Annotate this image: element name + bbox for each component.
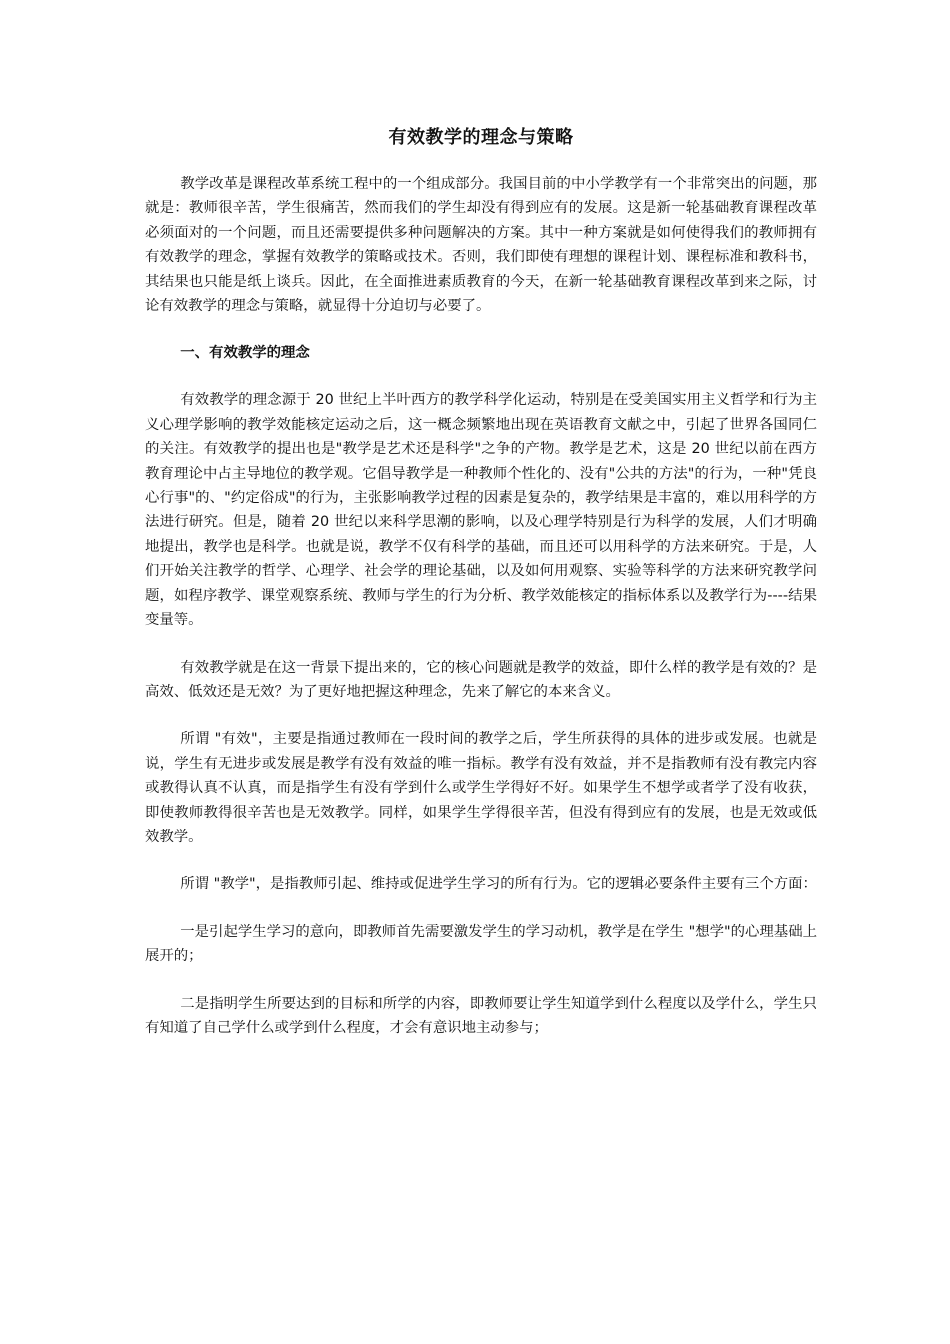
body-paragraph: 有效教学的理念源于 20 世纪上半叶西方的教学科学化运动，特别是在受美国实用主义哲学和行为主义心理学影响的教学效能核定运动之后，这一概念频繁地出现在英语教育文献之中，引起了世界各国同仁的关注。有效教学的提出也是"教学是艺术还是科学"之争的产物。教学是艺术，这是 20 世纪以前在西方教育理论中占主导地位的教学观。它倡导教学是一种教师个性化的、没有"公共的方法"的行为，一种"凭良心行事"的、"约定俗成"的行为，主张影响教学过程的因素是复杂的，教学结果是丰富的，难以用科学的方法进行研究。但是，随着 20 世纪以来科学思潮的影响，以及心理学特别是行为科学的发展，人们才明确地提出，教学也是科学。也就是说，教学不仅有科学的基础，而且还可以用科学的方法来研究。于是，人们开始关注教学的哲学、心理学、社会学的理论基础，以及如何用观察、实验等科学的方法来研究教学问题，如程序教学、课堂观察系统、教师与学生的行为分析、教学效能核定的指标体系以及教学行为----结果变量等。 <box>145 392 817 629</box>
body-paragraph: 所谓 "有效"，主要是指通过教师在一段时间的教学之后，学生所获得的具体的进步或发展。也就是说，学生有无进步或发展是教学有没有效益的唯一指标。教学有没有效益，并不是指教师有没有教完内容或教得认真不认真，而是指学生有没有学到什么或学生学得好不好。如果学生不想学或者学了没有收获，即使教师教得很辛苦也是无效教学。同样，如果学生学得很辛苦，但没有得到应有的发展，也是无效或低效教学。 <box>145 731 817 845</box>
document-page <box>145 120 817 1063</box>
body-paragraph: 所谓 "教学"，是指教师引起、维持或促进学生学习的所有行为。它的逻辑必要条件主要有三个方面： <box>180 876 817 893</box>
body-paragraph: 二是指明学生所要达到的目标和所学的内容，即教师要让学生知道学到什么程度以及学什么，学生只有知道了自己学什么或学到什么程度，才会有意识地主动参与； <box>145 995 817 1036</box>
body-paragraph: 有效教学就是在这一背景下提出来的，它的核心问题就是教学的效益，即什么样的教学是有效的？是高效、低效还是无效？为了更好地把握这种理念，先来了解它的本来含义。 <box>145 659 817 700</box>
body-paragraph: 一是引起学生学习的意向，即教师首先需要激发学生的学习动机，教学是在学生 "想学"的心理基础上展开的； <box>145 923 817 965</box>
document-title: 有效教学的理念与策略 <box>388 127 574 148</box>
section-heading-1: 一、有效教学的理念 <box>180 345 310 362</box>
intro-paragraph: 教学改革是课程改革系统工程中的一个组成部分。我国目前的中小学教学有一个非常突出的问题，那就是：教师很辛苦，学生很痛苦，然而我们的学生却没有得到应有的发展。这是新一轮基础教育课程改革必须面对的一个问题，而且还需要提供多种问题解决的方案。其中一种方案就是如何使得我们的教师拥有有效教学的理念，掌握有效教学的策略或技术。否则，我们即使有理想的课程计划、课程标准和教科书，其结果也只能是纸上谈兵。因此，在全面推进素质教育的今天，在新一轮基础教育课程改革到来之际，讨论有效教学的理念与策略，就显得十分迫切与必要了。 <box>145 176 817 315</box>
